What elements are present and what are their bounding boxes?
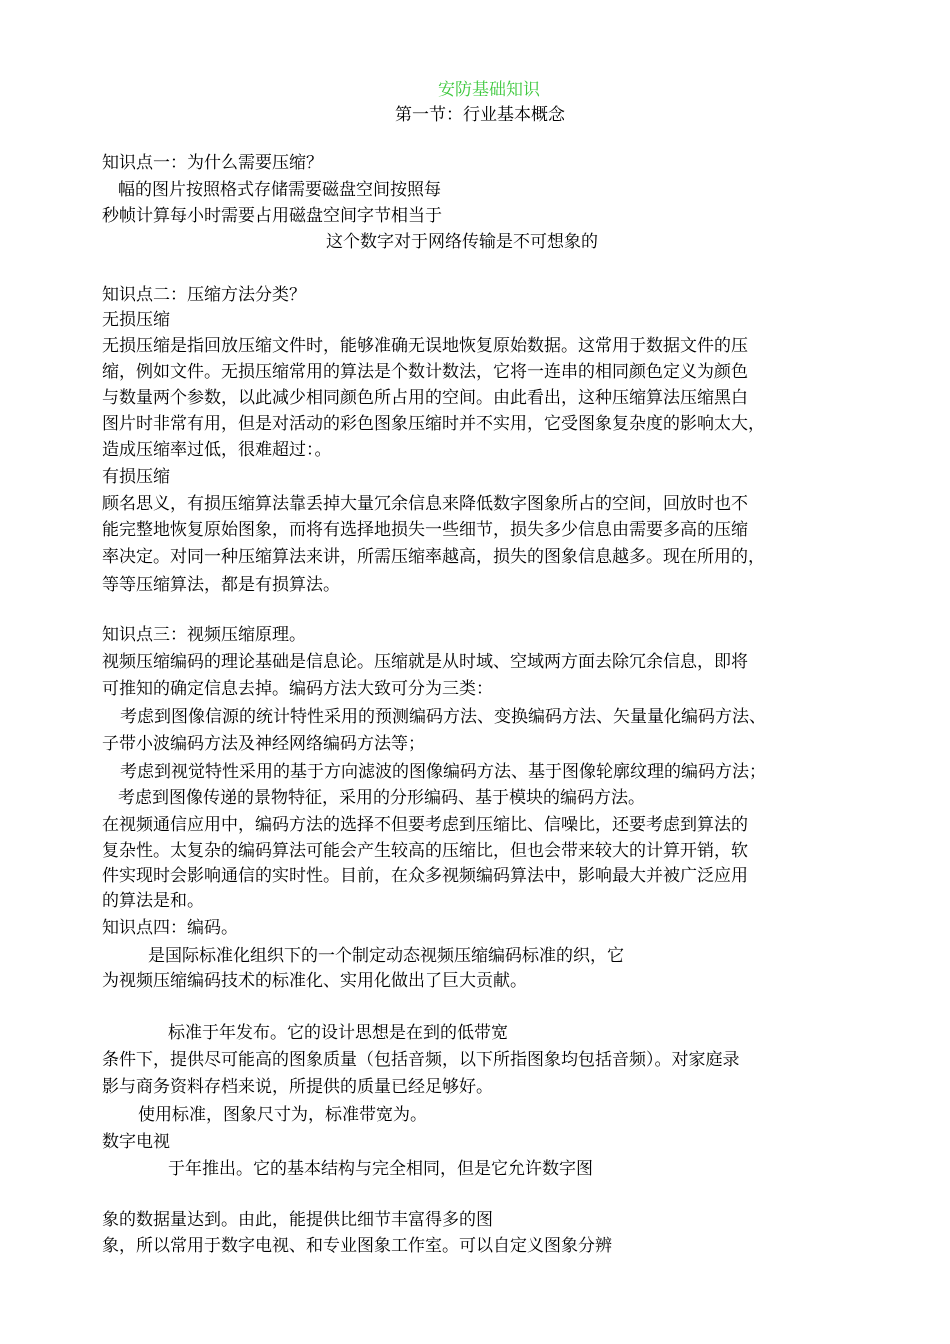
paragraph-line: 在视频通信应用中，编码方法的选择不但要考虑到压缩比、信噪比，还要考虑到算法的	[102, 815, 748, 835]
paragraph-line: 可推知的确定信息去掉。编码方法大致可分为三类：	[102, 679, 493, 699]
subheading-lossless: 无损压缩	[102, 310, 170, 330]
paragraph-line: 复杂性。太复杂的编码算法可能会产生较高的压缩比，但也会带来较大的计算开销，软	[102, 841, 748, 861]
paragraph-line: 等等压缩算法，都是有损算法。	[102, 575, 340, 595]
paragraph-line: 考虑到视觉特性采用的基于方向滤波的图像编码方法、基于图像轮廓纹理的编码方法；	[120, 762, 766, 782]
paragraph-line: 影与商务资料存档来说，所提供的质量已经足够好。	[102, 1077, 493, 1097]
section-subtitle: 第一节：行业基本概念	[395, 105, 565, 125]
paragraph-line: 考虑到图像信源的统计特性采用的预测编码方法、变换编码方法、矢量量化编码方法、	[120, 707, 766, 727]
paragraph-line: 子带小波编码方法及神经网络编码方法等；	[102, 734, 425, 754]
paragraph-line: 图片时非常有用，但是对活动的彩色图象压缩时并不实用，它受图象复杂度的影响太大，	[102, 414, 765, 434]
paragraph-line: 标准于年发布。它的设计思想是在到的低带宽	[168, 1023, 508, 1043]
subheading-lossy: 有损压缩	[102, 467, 170, 487]
paragraph-line: 视频压缩编码的理论基础是信息论。压缩就是从时域、空域两方面去除冗余信息，即将	[102, 652, 748, 672]
paragraph-line: 象，所以常用于数字电视、和专业图象工作室。可以自定义图象分辨	[102, 1236, 612, 1256]
paragraph-line: 造成压缩率过低，很难超过：。	[102, 440, 332, 460]
paragraph-line: 与数量两个参数，以此减少相同颜色所占用的空间。由此看出，这种压缩算法压缩黑白	[102, 388, 748, 408]
heading-point-3: 知识点三：视频压缩原理。	[102, 625, 306, 645]
subheading-digital-tv: 数字电视	[102, 1132, 170, 1152]
paragraph-line: 幅的图片按照格式存储需要磁盘空间按照每	[118, 180, 441, 200]
paragraph-line: 件实现时会影响通信的实时性。目前，在众多视频编码算法中，影响最大并被广泛应用	[102, 866, 748, 886]
paragraph-line: 顾名思义，有损压缩算法靠丢掉大量冗余信息来降低数字图象所占的空间，回放时也不	[102, 494, 748, 514]
paragraph-line: 是国际标准化组织下的一个制定动态视频压缩编码标准的织，它	[148, 946, 624, 966]
paragraph-line: 为视频压缩编码技术的标准化、实用化做出了巨大贡献。	[102, 971, 527, 991]
paragraph-line: 的算法是和。	[102, 891, 204, 911]
document-title: 安防基础知识	[438, 80, 540, 100]
heading-point-2: 知识点二：压缩方法分类？	[102, 285, 306, 305]
paragraph-line: 于年推出。它的基本结构与完全相同，但是它允许数字图	[168, 1159, 593, 1179]
paragraph-line: 无损压缩是指回放压缩文件时，能够准确无误地恢复原始数据。这常用于数据文件的压	[102, 336, 748, 356]
paragraph-line: 能完整地恢复原始图象，而将有选择地损失一些细节，损失多少信息由需要多高的压缩	[102, 520, 748, 540]
paragraph-line: 率决定。对同一种压缩算法来讲，所需压缩率越高，损失的图象信息越多。现在所用的，	[102, 547, 765, 567]
paragraph-line: 使用标准，图象尺寸为，标准带宽为。	[138, 1105, 427, 1125]
paragraph-line: 秒帧计算每小时需要占用磁盘空间字节相当于	[102, 206, 442, 226]
heading-point-1: 知识点一：为什么需要压缩？	[102, 153, 323, 173]
paragraph-line: 象的数据量达到。由此，能提供比细节丰富得多的图	[102, 1210, 493, 1230]
paragraph-line: 考虑到图像传递的景物特征，采用的分形编码、基于模块的编码方法。	[118, 788, 645, 808]
heading-point-4: 知识点四：编码。	[102, 918, 238, 938]
paragraph-line: 条件下，提供尽可能高的图象质量（包括音频，以下所指图象均包括音频）。对家庭录	[102, 1050, 740, 1070]
paragraph-line: 这个数字对于网络传输是不可想象的	[326, 232, 598, 252]
paragraph-line: 缩，例如文件。无损压缩常用的算法是个数计数法，它将一连串的相同颜色定义为颜色	[102, 362, 748, 382]
